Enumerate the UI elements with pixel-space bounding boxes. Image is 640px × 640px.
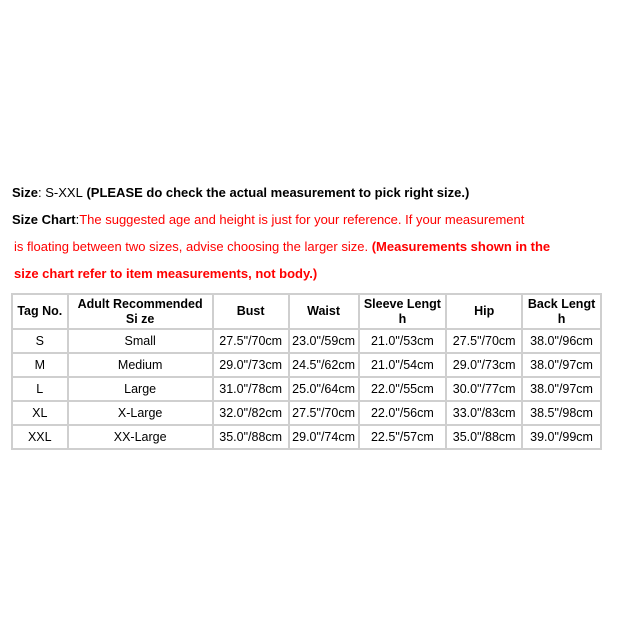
table-row bbox=[12, 401, 601, 425]
table-cell: XX-Large bbox=[68, 425, 213, 449]
table-cell: 21.0"/53cm bbox=[359, 329, 447, 353]
table-cell: 27.5"/70cm bbox=[446, 329, 522, 353]
table-header-cell: Tag No. bbox=[12, 294, 68, 329]
table-cell: 27.5"/70cm bbox=[213, 329, 289, 353]
table-cell: 39.0"/99cm bbox=[522, 425, 601, 449]
table-row bbox=[12, 329, 601, 353]
table-header-cell: Sleeve Lengt h bbox=[359, 294, 447, 329]
table-header-cell: Bust bbox=[213, 294, 289, 329]
table-cell: 22.0"/55cm bbox=[359, 377, 447, 401]
table-cell: 35.0"/88cm bbox=[213, 425, 289, 449]
table-cell: 29.0"/74cm bbox=[289, 425, 359, 449]
table-cell: 35.0"/88cm bbox=[446, 425, 522, 449]
table-cell: L bbox=[12, 377, 68, 401]
table-header-cell: Back Lengt h bbox=[522, 294, 601, 329]
table-cell: 38.0"/97cm bbox=[522, 353, 601, 377]
size-line bbox=[12, 185, 469, 201]
table-cell: X-Large bbox=[68, 401, 213, 425]
size-colon: : bbox=[38, 185, 46, 200]
size-chart-bold-1: (Measurements shown in the bbox=[371, 239, 551, 254]
size-chart-bold-2: size chart refer to item measurements, not body.) bbox=[14, 266, 318, 281]
table-header-cell: Waist bbox=[289, 294, 359, 329]
table-header-cell: Hip bbox=[446, 294, 522, 329]
table-body bbox=[12, 329, 601, 449]
table-row bbox=[12, 353, 601, 377]
table-cell: 24.5"/62cm bbox=[289, 353, 359, 377]
table-cell: 32.0"/82cm bbox=[213, 401, 289, 425]
size-chart-line bbox=[12, 212, 524, 228]
table-cell: 38.0"/97cm bbox=[522, 377, 601, 401]
table-cell: 29.0"/73cm bbox=[213, 353, 289, 377]
table-cell: 33.0"/83cm bbox=[446, 401, 522, 425]
size-chart-colon: : bbox=[75, 212, 80, 227]
table-cell: Large bbox=[68, 377, 213, 401]
size-chart-note-line bbox=[14, 266, 317, 282]
size-chart-text-2: is floating between two sizes, advise choosing the larger size. bbox=[14, 239, 372, 254]
table-row bbox=[12, 377, 601, 401]
table-cell: 22.5"/57cm bbox=[359, 425, 447, 449]
table-cell: 31.0"/78cm bbox=[213, 377, 289, 401]
table-header-cell: Adult Recommended Si ze bbox=[68, 294, 213, 329]
table-cell: 23.0"/59cm bbox=[289, 329, 359, 353]
table-cell: M bbox=[12, 353, 68, 377]
size-chart-label: Size Chart bbox=[12, 212, 76, 227]
table-cell: 38.5"/98cm bbox=[522, 401, 601, 425]
size-table bbox=[11, 293, 602, 450]
table-cell: XL bbox=[12, 401, 68, 425]
table-cell: Medium bbox=[68, 353, 213, 377]
size-range: S-XXL bbox=[45, 185, 83, 200]
size-note: (PLEASE do check the actual measurement to pick right size.) bbox=[82, 185, 470, 200]
table-cell: Small bbox=[68, 329, 213, 353]
table-cell: 27.5"/70cm bbox=[289, 401, 359, 425]
size-label: Size bbox=[12, 185, 39, 200]
table-cell: 22.0"/56cm bbox=[359, 401, 447, 425]
table-cell: 21.0"/54cm bbox=[359, 353, 447, 377]
size-chart-text-1: The suggested age and height is just for your reference. If your measurement bbox=[79, 212, 525, 227]
table-cell: XXL bbox=[12, 425, 68, 449]
table-cell: 25.0"/64cm bbox=[289, 377, 359, 401]
table-cell: 38.0"/96cm bbox=[522, 329, 601, 353]
table-header-row bbox=[12, 294, 601, 329]
table-cell: S bbox=[12, 329, 68, 353]
table-cell: 30.0"/77cm bbox=[446, 377, 522, 401]
size-chart-advice-line bbox=[14, 239, 550, 255]
table-row bbox=[12, 425, 601, 449]
table-cell: 29.0"/73cm bbox=[446, 353, 522, 377]
